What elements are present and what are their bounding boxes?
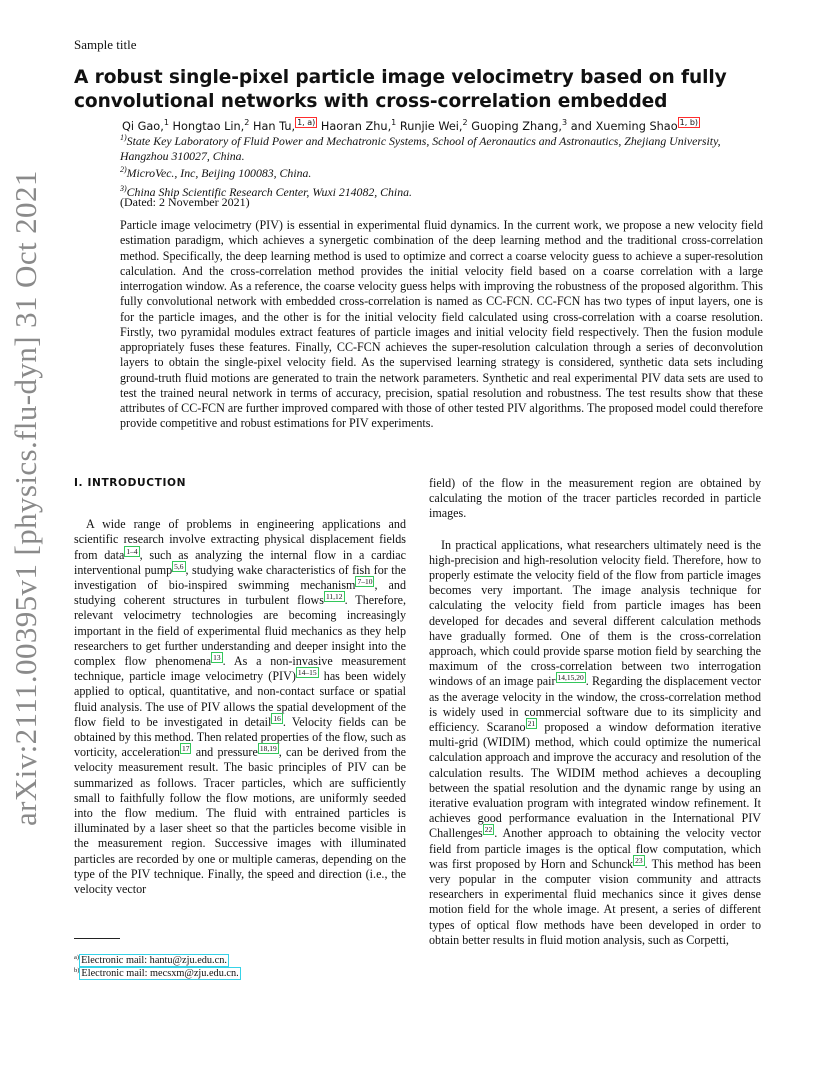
citation-link[interactable]: 13 — [213, 653, 221, 663]
citation-link[interactable]: 16 — [273, 713, 281, 723]
section-heading: I. INTRODUCTION — [74, 477, 187, 489]
text-run: , such as analyzing the internal flow in a cardiac interventional pump — [74, 547, 407, 577]
citation-link[interactable]: 1–4 — [126, 546, 138, 556]
citation-link[interactable]: 23 — [635, 855, 643, 865]
citation-link[interactable]: 5,6 — [174, 561, 184, 571]
text-run: . As a non-invasive measurement technique, particle image velocimetry (PIV) — [74, 654, 406, 684]
affiliations — [120, 131, 770, 199]
running-head: Sample title — [74, 37, 137, 52]
intro-paragraph-1 — [74, 517, 406, 897]
citation-link[interactable]: 22 — [484, 825, 493, 835]
author-name: Runjie Wei, — [399, 120, 463, 133]
author-name: Han Tu, — [252, 120, 296, 133]
footnote-rule — [74, 938, 120, 939]
author-affiliation-mark: 2 — [462, 118, 468, 127]
text-run: A wide range of problems in engineering applications and scientific research involve extracting physical displacement fields from data — [74, 517, 406, 562]
affiliation-3: $^{3)}$China Ship Scientific Research Center, Wuxi 214082, China. — [120, 183, 412, 199]
affiliation-2: $^{2)}$MicroVec., Inc, Beijing 100083, China. — [120, 165, 312, 180]
footnote-a: $^{a)}$ Electronic mail: hantu@zju.edu.cn. — [74, 954, 227, 966]
text-run: In practical applications, what researchers ultimately need is the high-precision and high-resolution velocity field. Therefore, how to properly estimate the velocity field of the flow from particle images becomes very important. The image analysis technique for calculating the velocity field from particle images has been developed for decades and several different calculation methods have gradually formed. One of them is the cross-correlation approach, which could provide sparse motion field by searching the maximum of the cross-correlation between two interrogation windows of an image pair — [429, 537, 761, 689]
citation-link[interactable]: 18,19 — [259, 744, 277, 754]
author-affiliation-mark: 1 — [391, 118, 397, 127]
paper-title: A robust single-pixel particle image velocimetry based on fully convolutional networks with cross-correlation embedded — [74, 67, 727, 112]
text-run: , can be derived from the velocity measurement result. The basic principles of PIV can be summarized as follows. Tracer particles, which are sufficiently small to faithfully follow the flow motions, are uniformly seeded into the flow medium. The fluid with entrained particles is illuminated by a laser sheet so that the particles become visible in the measurement region. Successive images with illuminated particles are recorded by one or multiple cameras, depending on the type of the PIV technique. Finally, the speed and direction (i.e., the velocity vector — [74, 745, 406, 897]
citation-link[interactable]: 14–15 — [297, 668, 317, 678]
intro-paragraph-2 — [429, 538, 761, 948]
abstract: Particle image velocimetry (PIV) is essential in experimental fluid dynamics. In the current work, we propose a new velocity field estimation paradigm, which achieves a synergetic combination of the deep learning method and the traditional cross-correlation method. Specifically, the deep learning method is used to optimize and correct a coarse velocity guess to achieve a super-resolution calculation. And the cross-correlation method provides the initial velocity field based on a coarse correlation with a large interrogation window. As a reference, the coarse velocity guess helps with improving the robustness of the proposed algorithm. This fully convolutional network with embedded cross-correlation is named as CC-FCN. CC-FCN has two types of input layers, one is for the particle images, and the other is for the initial velocity field calculated using cross-correlation with a coarse resolution. Firstly, two pyramidal modules extract features of particle images and initial velocity field respectively. Then the fusion module appropriately fuses these features. Finally, CC-FCN achieves the super-resolution calculation through a series of deconvolution layers to obtain the single-pixel velocity field. As the supervised learning strategy is considered, synthetic data sets including ground-truth fluid motions are generated to train the network parameters. Synthetic and real experimental PIV data sets are used to test the trained neural network in terms of accuracy, precision, spatial resolution and robustness. The test results show that these attributes of CC-FCN are further improved compared with those of other tested PIV algorithms. The proposed model could therefore provide competitive and robust estimations for PIV experiments. — [120, 218, 763, 431]
author-affiliation-mark[interactable]: 1, a) — [297, 118, 316, 127]
right-column — [429, 476, 761, 948]
text-run: . This method has been very popular in the computer vision community and attracts researchers in experimental fluid mechanics since it gives dense motion field for the whole image. At present, a series of different types of optical flow methods have been developed in order to obtain better results in fluid motion analysis, such as Corpetti, — [429, 856, 762, 947]
date-line: (Dated: 2 November 2021) — [120, 195, 250, 209]
intro-paragraph-continued: field) of the flow in the measurement region are obtained by calculating the motion of the tracer particles recorded in particle images. — [429, 476, 761, 521]
author-name: Guoping Zhang, — [471, 120, 563, 133]
footnote-b: $^{b)}$ Electronic mail: mecsxm@zju.edu.cn. — [74, 967, 239, 979]
text-run: and pressure — [191, 745, 258, 760]
email-link-1[interactable]: Electronic mail: hantu@zju.edu.cn. — [81, 955, 227, 966]
author-affiliation-mark: 1 — [163, 118, 169, 127]
citation-link[interactable]: 17 — [181, 744, 190, 754]
citation-link[interactable]: 7–10 — [357, 577, 373, 587]
text-run: . Velocity fields can be obtained by this method. Then related properties of the flow, such as vorticity, acceleration — [74, 714, 406, 760]
author-name: Hongtao Lin, — [172, 120, 245, 133]
author-name: Qi Gao, — [122, 120, 164, 133]
citation-link[interactable]: 21 — [527, 719, 536, 729]
arxiv-identifier[interactable]: arXiv:2111.00395v1 [physics.flu-dyn] 31 Oct 2021 — [8, 170, 43, 826]
citation-link[interactable]: 14,15,20 — [557, 673, 584, 683]
email-link-2[interactable]: Electronic mail: mecsxm@zju.edu.cn. — [81, 968, 239, 979]
text-run: . Another approach to obtaining the velocity vector field from particle images is the optical flow computation, which was first proposed by Horn and Schunck — [429, 826, 761, 871]
citation-link[interactable]: 11,12 — [325, 592, 343, 602]
text-run: . Regarding the displacement vector as the average velocity in the window, the cross-correlation method is widely used in commercial software due to its simplicity and efficiency. Scarano — [429, 674, 761, 735]
text-run: , studying wake characteristics of fish for the investigation of bio-inspired swimming mechanism — [74, 562, 406, 593]
text-run: proposed a window deformation iterative multi-grid (WIDIM) method, which could optimize the numerical calculation approach and improve the accuracy and resolution of the calculation results. The WIDIM method achieves a decoupling between the spatial resolution and the dynamic range by using an iterative evaluation program with integrated window refinement. It achieves good performance evaluation in the International PIV Challenges — [429, 720, 761, 841]
author-name: and Xueming Shao — [570, 120, 678, 133]
text-run: has been widely applied to optical, quantitative, and non-contact surface or spatial fluid analysis. The use of PIV allows the spatial development of the flow field to be investigated in detail — [74, 669, 406, 729]
author-affiliation-mark: 2 — [244, 118, 250, 127]
text-run: , and studying coherent structures in turbulent flows — [74, 578, 406, 608]
author-affiliation-mark[interactable]: 1, b) — [679, 118, 699, 127]
author-name: Haoran Zhu, — [320, 120, 392, 133]
affiliation-1: $^{1)}$State Key Laboratory of Fluid Power and Mechatronic Systems, School of Aeronautics and Astronautics, Zhejiang University, Hangzhou 310027, China. — [120, 133, 721, 163]
author-affiliation-mark: 3 — [562, 118, 568, 127]
left-column — [74, 476, 406, 897]
text-run: . Therefore, relevant velocimetry technologies are becoming increasingly important in the field of experimental fluid mechanics as they help researchers to get further understanding and deeper insight into the complex flow phenomena — [74, 593, 406, 669]
